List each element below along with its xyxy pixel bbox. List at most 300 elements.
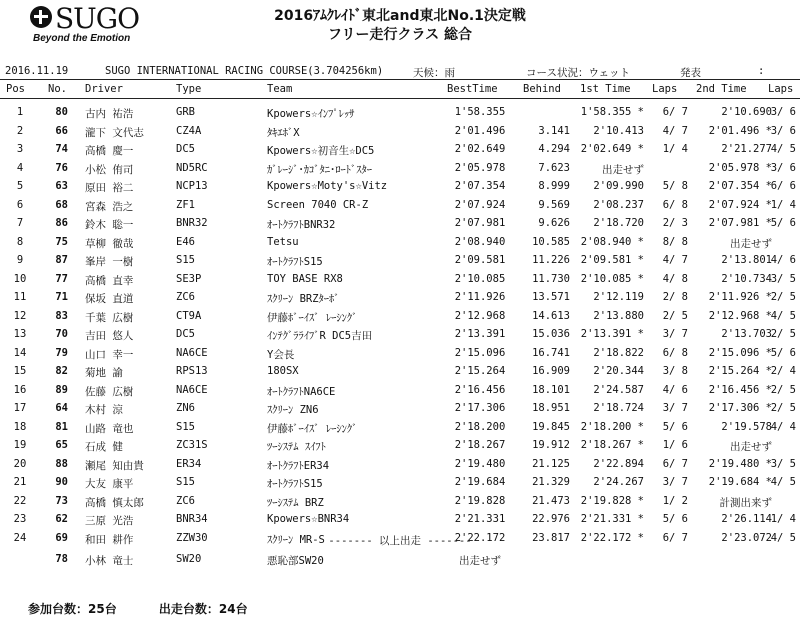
second-laps: 4/ 5 (770, 143, 796, 155)
driver: 石成 健 (85, 441, 123, 453)
event-title: 2016ｱﾑｸﾚｲﾄﾞ東北and東北No.1決定戦 (274, 8, 526, 24)
car-number: 83 (55, 309, 68, 322)
second-laps: 4/ 5 (770, 309, 796, 322)
logo-text: SUGO (55, 2, 140, 35)
table-row (0, 363, 800, 382)
first-time: 2'10.085 * (580, 272, 644, 285)
car-type: NA6CE (176, 383, 208, 396)
pos: 5 (16, 180, 24, 192)
behind: 21.473 (532, 494, 570, 507)
release-colon: : (758, 65, 765, 77)
team: ｽｸﾘｰﾝ ZN6 (267, 404, 319, 416)
best-time: 2'12.968 (454, 309, 506, 322)
first-laps: 1/ 2 (662, 494, 688, 507)
first-laps: 4/ 8 (662, 272, 688, 285)
car-type: BNR32 (176, 217, 208, 229)
team: ｲﾝﾃｸﾞﾗﾗｲﾌﾞR DC5吉田 (267, 330, 373, 342)
car-number: 77 (55, 272, 68, 285)
table-row (0, 252, 800, 271)
col-pos: Pos (6, 83, 25, 95)
second-laps: 1/ 4 (770, 198, 796, 211)
car-type: E46 (176, 235, 195, 248)
second-time: 2'11.926 * (708, 291, 772, 303)
first-time: 2'12.119 (593, 291, 644, 303)
best-time: 2'21.331 (454, 513, 506, 525)
car-type: ZN6 (176, 402, 195, 414)
team: ｶﾞﾚｰｼﾞ･ｶｺﾞﾀﾆ･ﾛｰﾄﾞｽﾀｰ (267, 163, 372, 176)
driver: 佐藤 広樹 (85, 385, 134, 398)
behind: 19.912 (532, 439, 570, 451)
car-number: 76 (55, 161, 68, 174)
team: ｽｸﾘｰﾝ BRZﾀｰﾎﾞ (267, 293, 340, 305)
car-number: 70 (55, 328, 68, 340)
car-type: ER34 (176, 457, 202, 470)
second-time: 2'12.968 * (708, 309, 772, 322)
first-laps: 6/ 8 (662, 198, 688, 211)
car-type: ZC31S (176, 439, 208, 451)
pos: 14 (13, 346, 27, 359)
second-time: 2'10.690 (721, 106, 772, 118)
second-laps: 3/ 6 (770, 124, 796, 137)
driver: 瀧下 文代志 (85, 126, 144, 139)
weather: 天候：雨 (413, 67, 455, 79)
table-row (0, 474, 800, 493)
table-row (0, 308, 800, 327)
course-condition: コース状況：ウェット (526, 67, 631, 79)
first-laps: 6/ 8 (662, 346, 688, 359)
team: ｵｰﾄｸﾗﾌﾄNA6CE (267, 385, 336, 398)
pos: 6 (16, 198, 24, 211)
behind: 21.329 (532, 476, 570, 488)
second-time: 2'21.277 (721, 143, 772, 155)
driver: 鈴木 聡一 (85, 219, 134, 231)
results-table (0, 104, 800, 548)
best-time: 2'19.684 (454, 476, 506, 488)
second-laps: 2/ 5 (770, 383, 796, 396)
first-time: 2'19.828 * (580, 494, 644, 507)
first-laps: 6/ 7 (662, 457, 688, 470)
pos: 17 (13, 402, 27, 414)
best-time: 2'16.456 (454, 383, 506, 396)
best-time: 2'09.581 (454, 254, 506, 266)
pos: 20 (13, 457, 27, 470)
second-laps: 3/ 5 (770, 457, 796, 470)
car-number: 88 (55, 457, 68, 470)
table-row (0, 271, 800, 290)
driver: 小松 侑司 (85, 163, 134, 176)
behind: 8.999 (538, 180, 570, 192)
team: ｵｰﾄｸﾗﾌﾄS15 (267, 256, 323, 268)
first-laps: 4/ 7 (662, 124, 688, 137)
best-time: 2'18.267 (454, 439, 506, 451)
pos: 15 (13, 365, 27, 377)
first-time: 1'58.355 * (580, 106, 644, 118)
first-time: 2'13.880 (593, 309, 644, 322)
team: ﾂｰｼｽﾃﾑ ｽｲﾌﾄ (267, 441, 326, 453)
car-type: CT9A (176, 309, 202, 322)
behind: 10.585 (532, 235, 570, 248)
second-time: 2'23.072 (721, 531, 772, 544)
first-time: 2'08.940 * (580, 235, 644, 248)
car-type: S15 (176, 420, 195, 433)
col-no: No. (48, 83, 67, 95)
first-time: 2'22.894 (593, 457, 644, 470)
car-number: 69 (55, 531, 68, 544)
col-1st-time: 1st Time (580, 83, 631, 95)
second-time: 計測出来ず (719, 496, 772, 509)
driver: 大友 康平 (85, 478, 134, 490)
first-time: 2'24.587 (593, 383, 644, 396)
first-time: 2'22.172 * (580, 531, 644, 544)
car-type: RPS13 (176, 365, 208, 377)
behind: 13.571 (532, 291, 570, 303)
team: Kpowers☆ｲﾝﾌﾟﾚｯｻ (267, 108, 355, 120)
table-row (0, 493, 800, 512)
second-time: 2'17.306 * (708, 402, 772, 414)
driver: 保坂 直道 (85, 293, 134, 305)
behind: 18.951 (532, 402, 570, 414)
team: 伊藤ﾎﾞｰｲｽﾞ ﾚｰｼﾝｸﾞ (267, 422, 358, 435)
car-number: 62 (55, 513, 68, 525)
first-time: 2'08.237 (593, 198, 644, 211)
behind: 3.141 (538, 124, 570, 137)
table-row (0, 345, 800, 364)
team: ﾂｰｼｽﾃﾑ BRZ (267, 496, 324, 509)
first-laps: 6/ 7 (662, 106, 688, 118)
first-laps: 5/ 6 (662, 513, 688, 525)
first-time: 2'18.267 * (580, 439, 644, 451)
first-laps: 6/ 7 (662, 531, 688, 544)
team: TOY BASE RX8 (267, 272, 343, 285)
second-laps: 5/ 6 (770, 217, 796, 229)
driver: 高橋 慎太郎 (85, 496, 144, 509)
second-time: 2'15.096 * (708, 346, 772, 359)
car-number: 66 (55, 124, 68, 137)
car-number: 79 (55, 346, 68, 359)
second-time: 出走せず (730, 237, 772, 250)
second-time: 2'13.801 (721, 254, 772, 266)
behind: 21.125 (532, 457, 570, 470)
first-laps: 3/ 7 (662, 328, 688, 340)
first-laps: 5/ 8 (662, 180, 688, 192)
first-time: 2'18.822 (593, 346, 644, 359)
best-time: 2'15.264 (454, 365, 506, 377)
driver: 千葉 広樹 (85, 311, 134, 324)
table-row (0, 178, 800, 197)
car-type: DC5 (176, 328, 195, 340)
best-time: 2'19.828 (454, 494, 506, 507)
driver: 山路 竜也 (85, 422, 134, 435)
table-row (0, 215, 800, 234)
second-laps: 2/ 5 (770, 291, 796, 303)
table-row (0, 160, 800, 179)
car-number: 78 (55, 553, 68, 565)
first-laps: 2/ 5 (662, 309, 688, 322)
behind: 14.613 (532, 309, 570, 322)
car-type: SW20 (176, 553, 202, 565)
table-row (0, 511, 800, 530)
behind: 7.623 (538, 161, 570, 174)
table-row (0, 551, 800, 570)
second-time: 2'01.496 * (708, 124, 772, 137)
pos: 1 (16, 106, 24, 118)
car-type: BNR34 (176, 513, 208, 525)
car-type: S15 (176, 476, 195, 488)
behind: 23.817 (532, 531, 570, 544)
first-time: 2'18.724 (593, 402, 644, 414)
behind: 11.226 (532, 254, 570, 266)
best-time: 2'11.926 (454, 291, 506, 303)
behind: 16.741 (532, 346, 570, 359)
col-behind: Behind (523, 83, 561, 95)
pos: 2 (16, 124, 24, 137)
team: ｵｰﾄｸﾗﾌﾄER34 (267, 459, 330, 472)
first-time: 2'18.720 (593, 217, 644, 229)
second-laps: 1/ 4 (770, 513, 796, 525)
second-time: 2'05.978 * (708, 161, 772, 174)
second-laps: 3/ 6 (770, 106, 796, 118)
first-time: 2'09.990 (593, 180, 644, 192)
best-time: 2'01.496 (454, 124, 506, 137)
behind: 16.909 (532, 365, 570, 377)
cutline: ------- 以上出走 ------- (328, 535, 472, 547)
driver: 宮森 浩之 (85, 200, 134, 213)
pos: 18 (13, 420, 27, 433)
second-time: 2'15.264 * (708, 365, 772, 377)
header (0, 0, 800, 52)
col-2nd-time: 2nd Time (696, 83, 747, 95)
first-time: 2'24.267 (593, 476, 644, 488)
car-number: 64 (55, 402, 68, 414)
second-time: 2'13.703 (721, 328, 772, 340)
car-number: 74 (55, 143, 68, 155)
behind: 4.294 (538, 143, 570, 155)
driver: 山口 幸一 (85, 348, 134, 361)
team: ｽｸﾘｰﾝ MR-S (267, 533, 325, 546)
behind: 9.569 (538, 198, 570, 211)
first-laps: 2/ 8 (662, 291, 688, 303)
team: Kpowers☆Moty's☆Vitz (267, 180, 388, 192)
driver: 高橋 直幸 (85, 274, 134, 287)
first-time: 2'13.391 * (580, 328, 644, 340)
table-row (0, 123, 800, 142)
info-bar (0, 63, 800, 80)
table-row (0, 141, 800, 160)
team: 伊藤ﾎﾞｰｲｽﾞ ﾚｰｼﾝｸﾞ (267, 311, 358, 324)
second-time: 2'19.480 * (708, 457, 772, 470)
pos: 13 (13, 328, 27, 340)
best-time: 2'17.306 (454, 402, 506, 414)
col-type: Type (176, 83, 202, 95)
car-type: NCP13 (176, 180, 208, 192)
car-type: ND5RC (176, 161, 208, 174)
best-time: 2'07.924 (454, 198, 506, 211)
car-number: 89 (55, 383, 68, 396)
first-laps: 4/ 7 (662, 254, 688, 266)
best-time: 2'18.200 (454, 420, 506, 433)
team: ｵｰﾄｸﾗﾌﾄS15 (267, 478, 323, 490)
table-row (0, 104, 800, 123)
best-time: 2'15.096 (454, 346, 506, 359)
second-laps: 4/ 4 (770, 420, 796, 433)
table-row (0, 456, 800, 475)
pos: 19 (13, 439, 27, 451)
table-row (0, 437, 800, 456)
car-type: SE3P (176, 272, 202, 285)
column-header (0, 80, 800, 99)
second-laps: 2/ 5 (770, 402, 796, 414)
car-type: ZF1 (176, 198, 195, 211)
team: ﾀｷｴﾎﾞX (267, 126, 300, 139)
second-laps: 2/ 5 (770, 328, 796, 340)
second-laps: 4/ 5 (770, 531, 796, 544)
second-laps: 3/ 6 (770, 161, 796, 174)
footer (28, 600, 286, 617)
second-time: 2'10.734 (721, 272, 772, 285)
car-number: 80 (55, 106, 68, 118)
pos: 8 (16, 235, 24, 248)
best-time: 2'07.354 (454, 180, 506, 192)
course: SUGO INTERNATIONAL RACING COURSE(3.704256km) (105, 65, 384, 77)
best-time: 2'02.649 (454, 143, 506, 155)
best-time: 2'10.085 (454, 272, 506, 285)
second-time: 2'07.924 * (708, 198, 772, 211)
first-time: 2'18.200 * (580, 420, 644, 433)
second-laps: 6/ 6 (770, 180, 796, 192)
pos: 3 (16, 143, 24, 155)
driver: 草柳 徹哉 (85, 237, 134, 250)
pos: 16 (13, 383, 27, 396)
second-laps: 3/ 5 (770, 272, 796, 285)
pos: 7 (16, 217, 24, 229)
car-number: 65 (55, 439, 68, 451)
col-driver: Driver (85, 83, 123, 95)
car-type: ZZW30 (176, 531, 208, 544)
first-laps: 3/ 8 (662, 365, 688, 377)
first-time: 2'09.581 * (580, 254, 644, 266)
table-row (0, 326, 800, 345)
pos: 22 (13, 494, 27, 507)
col-laps-2: Laps (768, 83, 794, 95)
driver: 瀬尾 知由貴 (85, 459, 144, 472)
car-number: 86 (55, 217, 68, 229)
first-time: 2'10.413 (593, 124, 644, 137)
pos: 4 (16, 161, 24, 174)
car-type: GRB (176, 106, 195, 118)
car-type: S15 (176, 254, 195, 266)
first-laps: 4/ 6 (662, 383, 688, 396)
first-time: 出走せず (602, 163, 644, 176)
car-type: DC5 (176, 143, 195, 155)
car-number: 81 (55, 420, 68, 433)
table-row (0, 197, 800, 216)
car-type: ZC6 (176, 291, 195, 303)
second-time: 出走せず (730, 441, 772, 453)
release-label: 発表 (680, 67, 701, 79)
second-time: 2'26.114 (721, 513, 772, 525)
team: 180SX (267, 365, 299, 377)
second-laps: 4/ 5 (770, 476, 796, 488)
second-laps: 2/ 4 (770, 365, 796, 377)
second-time: 2'07.981 * (708, 217, 772, 229)
col-laps-1: Laps (652, 83, 678, 95)
pos: 11 (13, 291, 27, 303)
pos: 24 (13, 531, 27, 544)
best-time: 2'08.940 (454, 235, 506, 248)
behind: 11.730 (532, 272, 570, 285)
driver: 吉田 悠人 (85, 330, 134, 342)
first-laps: 3/ 7 (662, 402, 688, 414)
best-time: 2'13.391 (454, 328, 506, 340)
best-time: 2'07.981 (454, 217, 506, 229)
behind: 15.036 (532, 328, 570, 340)
pos: 23 (13, 513, 27, 525)
pos: 10 (13, 272, 27, 285)
car-number: 90 (55, 476, 68, 488)
driver: 峯岸 一樹 (85, 256, 134, 268)
car-number: 68 (55, 198, 68, 211)
team: Y会長 (267, 348, 295, 361)
second-time: 2'19.578 (721, 420, 772, 433)
first-laps: 3/ 7 (662, 476, 688, 488)
team: Kpowers☆BNR34 (267, 513, 350, 525)
driver: 菊地 諭 (85, 367, 123, 379)
second-time: 2'16.456 * (708, 383, 772, 396)
pos: 12 (13, 309, 27, 322)
car-number: 73 (55, 494, 68, 507)
tagline: Beyond the Emotion (33, 33, 131, 44)
col-besttime: BestTime (447, 83, 498, 95)
second-laps: 5/ 6 (770, 346, 796, 359)
best-time: 2'05.978 (454, 161, 506, 174)
car-number: 82 (55, 365, 68, 377)
starters-count: 出走台数：24台 (158, 602, 248, 616)
driver: 原田 裕二 (85, 182, 134, 194)
pos: 9 (16, 254, 24, 266)
first-time: 2'02.649 * (580, 143, 644, 155)
team: Tetsu (267, 235, 299, 248)
behind: 22.976 (532, 513, 570, 525)
team: ｵｰﾄｸﾗﾌﾄBNR32 (267, 219, 336, 231)
car-type: CZ4A (176, 124, 202, 137)
team: 悪恥部SW20 (267, 555, 324, 567)
pos: 21 (13, 476, 27, 488)
first-laps: 1/ 4 (662, 143, 688, 155)
table-row (0, 289, 800, 308)
second-time: 2'19.684 * (708, 476, 772, 488)
driver: 和田 耕作 (85, 533, 134, 546)
driver: 三原 光浩 (85, 515, 134, 527)
first-laps: 5/ 6 (662, 420, 688, 433)
date: 2016.11.19 (5, 65, 69, 77)
driver: 高橋 慶一 (85, 145, 134, 157)
first-laps: 8/ 8 (662, 235, 688, 248)
team: Kpowers☆初音生☆DC5 (267, 145, 375, 157)
best-time: 2'22.172 (454, 531, 506, 544)
car-number: 75 (55, 235, 68, 248)
behind: 18.101 (532, 383, 570, 396)
first-laps: 1/ 6 (662, 439, 688, 451)
car-number: 63 (55, 180, 68, 192)
car-type: ZC6 (176, 494, 195, 507)
driver: 木村 涼 (85, 404, 123, 416)
table-row (0, 419, 800, 438)
first-time: 2'21.331 * (580, 513, 644, 525)
second-laps: 4/ 6 (770, 254, 796, 266)
table-row (0, 382, 800, 401)
best-time: 2'19.480 (454, 457, 506, 470)
team: Screen 7040 CR-Z (267, 198, 369, 211)
